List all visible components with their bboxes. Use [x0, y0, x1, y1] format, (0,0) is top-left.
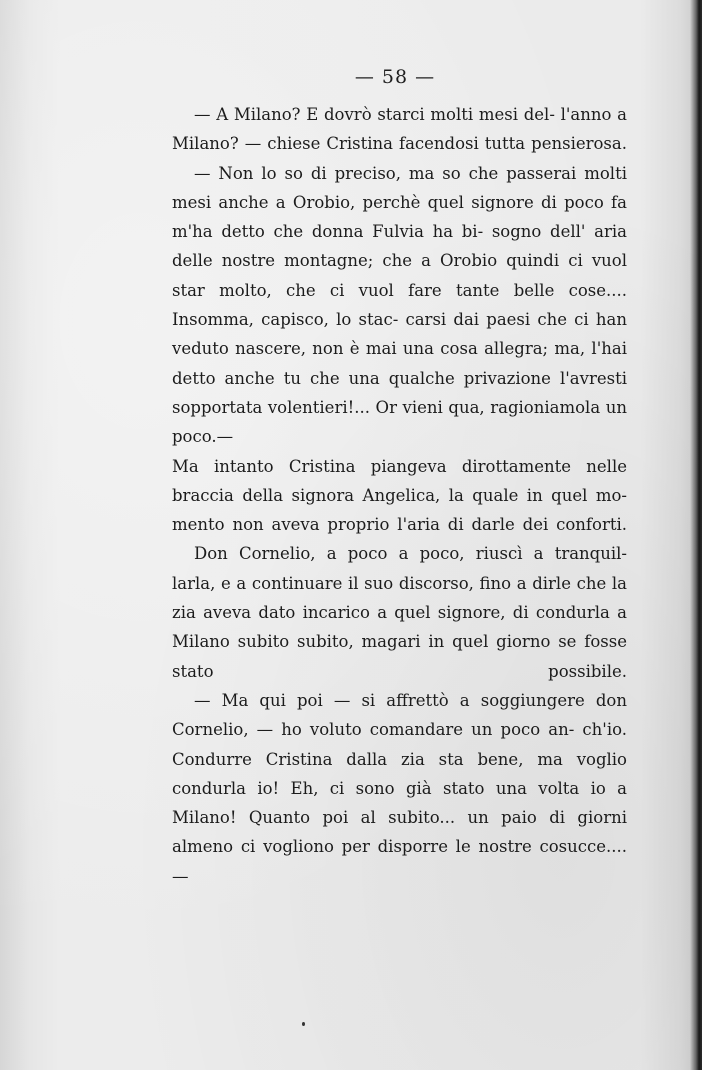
paragraph: Ma intanto Cristina piangeva dirottamente nelle braccia della signora Angelica, la quale in quel mo- mento non aveva proprio l'aria di darle dei conforti.: [172, 456, 627, 535]
paragraph: Don Cornelio, a poco a poco, riuscì a tranquil- larla, e a continuare il suo discorso, fino a dirle che la zia aveva dato incarico a quel signore, di condurla a Milano subito subito, magari in quel giorno se fosse stato possibile.: [172, 544, 627, 681]
paragraph: — A Milano? E dovrò starci molti mesi del- l'anno a Milano? — chiese Cristina facendosi tutta pensierosa.: [172, 105, 627, 154]
ink-speck: [302, 1022, 305, 1026]
page-number: — 58 —: [354, 66, 436, 88]
paragraph: — Ma qui poi — si affrettò a soggiungere don Cornelio, — ho voluto comandare un poco an- ch'io. Condurre Cristina dalla zia sta bene, ma voglio condurla io! Eh, ci sono già stato una volta io a Milano! Quanto poi al subito... un paio di giorni almeno ci vogliono per disporre le nostre cosucce.... —: [172, 690, 627, 886]
body-text: [172, 100, 627, 891]
paragraph: — Non lo so di preciso, ma so che passerai molti mesi anche a Orobio, perchè quel signore di poco fa m'ha detto che donna Fulvia ha bi- sogno dell' aria delle nostre montagne; che a Orobio quindi ci vuol star molto, che ci vuol fare tante belle cose.... Insomma, capisco, lo stac- carsi dai paesi che ci han veduto nascere, non è mai una cosa allegra; ma, l'hai detto anche tu che una qualche privazione l'avresti sopportata volentieri!... Or vieni qua, ragioniamola un poco.—: [172, 163, 627, 447]
page-edge-shadow: [690, 0, 702, 1070]
